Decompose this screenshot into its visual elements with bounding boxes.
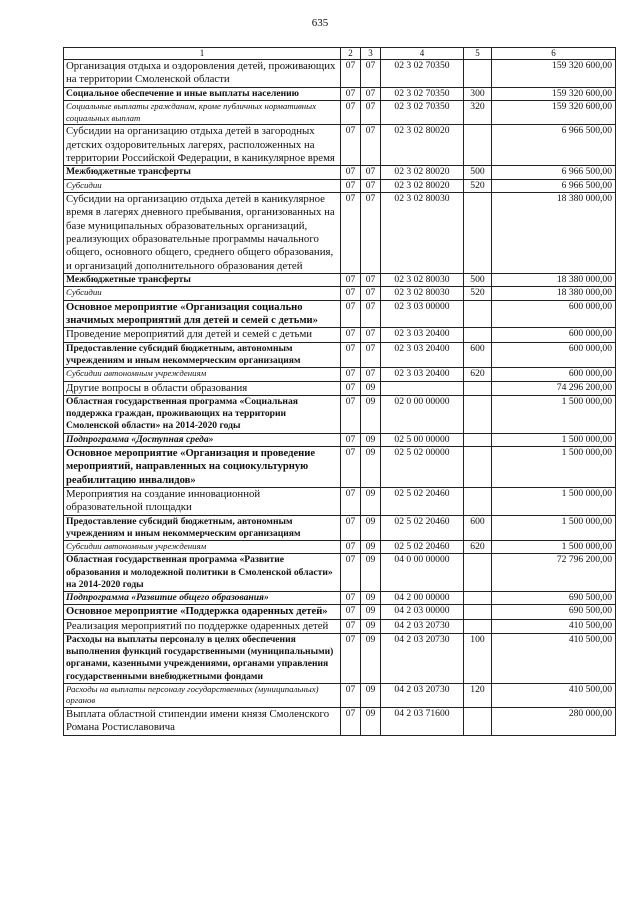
row-target-code: 02 0 00 00000 bbox=[381, 395, 464, 433]
row-name: Проведение мероприятий для детей и семей с детьми bbox=[64, 328, 341, 342]
row-amount: 159 320 600,00 bbox=[492, 87, 616, 100]
page-number: 635 bbox=[311, 17, 329, 29]
row-section: 07 bbox=[341, 125, 361, 166]
row-amount: 600 000,00 bbox=[492, 300, 616, 328]
row-amount: 74 296 200,00 bbox=[492, 381, 616, 395]
row-amount: 18 380 000,00 bbox=[492, 287, 616, 300]
row-section: 07 bbox=[341, 101, 361, 125]
row-amount: 18 380 000,00 bbox=[492, 192, 616, 273]
row-section: 07 bbox=[341, 60, 361, 88]
table-row bbox=[64, 683, 616, 707]
table-row bbox=[64, 342, 616, 367]
row-section: 07 bbox=[341, 87, 361, 100]
row-target-code: 02 3 02 80020 bbox=[381, 166, 464, 179]
row-expense-type: 620 bbox=[464, 368, 492, 381]
row-expense-type: 620 bbox=[464, 541, 492, 554]
column-header: 3 bbox=[361, 48, 381, 60]
row-name: Субсидии на организацию отдыха детей в загородных детских оздоровительных лагерях, расположенных на территории Российской Федерации, в каникулярное время bbox=[64, 125, 341, 166]
row-target-code: 02 5 02 00000 bbox=[381, 446, 464, 487]
table-row bbox=[64, 179, 616, 192]
row-section: 07 bbox=[341, 683, 361, 707]
table-body bbox=[64, 60, 616, 736]
row-subsection: 07 bbox=[361, 342, 381, 367]
row-amount: 600 000,00 bbox=[492, 328, 616, 342]
row-subsection: 09 bbox=[361, 605, 381, 619]
table-row bbox=[64, 515, 616, 540]
column-header: 5 bbox=[464, 48, 492, 60]
row-section: 07 bbox=[341, 274, 361, 287]
table-row bbox=[64, 381, 616, 395]
row-subsection: 07 bbox=[361, 60, 381, 88]
row-target-code: 02 5 02 20460 bbox=[381, 541, 464, 554]
row-subsection: 09 bbox=[361, 446, 381, 487]
row-section: 07 bbox=[341, 395, 361, 433]
row-amount: 410 500,00 bbox=[492, 619, 616, 633]
row-subsection: 09 bbox=[361, 487, 381, 515]
row-name: Основное мероприятие «Поддержка одаренных детей» bbox=[64, 605, 341, 619]
row-name: Субсидии автономным учреждениям bbox=[64, 368, 341, 381]
row-target-code: 02 3 03 00000 bbox=[381, 300, 464, 328]
header-row bbox=[64, 48, 616, 60]
row-expense-type bbox=[464, 554, 492, 592]
row-subsection: 09 bbox=[361, 541, 381, 554]
row-subsection: 07 bbox=[361, 368, 381, 381]
row-name: Расходы на выплаты персоналу государственных (муниципальных) органов bbox=[64, 683, 341, 707]
table-row bbox=[64, 192, 616, 273]
row-amount: 1 500 000,00 bbox=[492, 446, 616, 487]
row-expense-type bbox=[464, 300, 492, 328]
table-row bbox=[64, 707, 616, 735]
table-row bbox=[64, 125, 616, 166]
row-target-code: 04 2 03 20730 bbox=[381, 619, 464, 633]
row-section: 07 bbox=[341, 554, 361, 592]
row-amount: 280 000,00 bbox=[492, 707, 616, 735]
row-expense-type bbox=[464, 605, 492, 619]
row-name: Субсидии на организацию отдыха детей в каникулярное время в лагерях дневного пребывания, организованных на базе муниципальных образовательных организаций, реализующих образовательные программы начального общего, основного общего, среднего общего образования, и организаций дополнительного образования детей bbox=[64, 192, 341, 273]
row-section: 07 bbox=[341, 605, 361, 619]
row-target-code: 04 2 03 71600 bbox=[381, 707, 464, 735]
row-expense-type: 500 bbox=[464, 166, 492, 179]
table-row bbox=[64, 554, 616, 592]
row-target-code: 02 3 02 80020 bbox=[381, 125, 464, 166]
row-amount: 159 320 600,00 bbox=[492, 101, 616, 125]
row-name: Организация отдыха и оздоровления детей, проживающих на территории Смоленской области bbox=[64, 60, 341, 88]
row-subsection: 07 bbox=[361, 87, 381, 100]
row-target-code: 02 3 02 70350 bbox=[381, 87, 464, 100]
row-expense-type bbox=[464, 433, 492, 446]
row-amount: 6 966 500,00 bbox=[492, 166, 616, 179]
table-row bbox=[64, 87, 616, 100]
row-expense-type: 600 bbox=[464, 342, 492, 367]
row-target-code: 02 5 02 20460 bbox=[381, 515, 464, 540]
row-name: Субсидии bbox=[64, 287, 341, 300]
row-amount: 72 796 200,00 bbox=[492, 554, 616, 592]
row-subsection: 09 bbox=[361, 433, 381, 446]
row-name: Реализация мероприятий по поддержке одаренных детей bbox=[64, 619, 341, 633]
row-name: Социальное обеспечение и иные выплаты населению bbox=[64, 87, 341, 100]
row-section: 07 bbox=[341, 328, 361, 342]
row-subsection: 09 bbox=[361, 707, 381, 735]
row-subsection: 09 bbox=[361, 395, 381, 433]
row-subsection: 07 bbox=[361, 192, 381, 273]
row-expense-type: 100 bbox=[464, 633, 492, 683]
row-name: Социальные выплаты гражданам, кроме публичных нормативных социальных выплат bbox=[64, 101, 341, 125]
row-target-code: 02 3 02 80020 bbox=[381, 179, 464, 192]
row-name: Субсидии автономным учреждениям bbox=[64, 541, 341, 554]
row-target-code: 02 3 02 80030 bbox=[381, 287, 464, 300]
row-expense-type: 120 bbox=[464, 683, 492, 707]
row-name: Предоставление субсидий бюджетным, автономным учреждениям и иным некоммерческим организациям bbox=[64, 342, 341, 367]
table-row bbox=[64, 274, 616, 287]
row-target-code: 02 3 02 70350 bbox=[381, 101, 464, 125]
row-section: 07 bbox=[341, 368, 361, 381]
row-subsection: 09 bbox=[361, 591, 381, 604]
row-name: Подпрограмма «Доступная среда» bbox=[64, 433, 341, 446]
row-section: 07 bbox=[341, 591, 361, 604]
table-row bbox=[64, 287, 616, 300]
row-name: Расходы на выплаты персоналу в целях обеспечения выполнения функций государственными (муниципальными) органами, казенными учреждениями, органами управления государственными внебюджетными фондами bbox=[64, 633, 341, 683]
row-section: 07 bbox=[341, 541, 361, 554]
row-section: 07 bbox=[341, 342, 361, 367]
row-name: Межбюджетные трансферты bbox=[64, 274, 341, 287]
row-subsection: 09 bbox=[361, 633, 381, 683]
table-row bbox=[64, 446, 616, 487]
row-expense-type: 300 bbox=[464, 87, 492, 100]
row-amount: 410 500,00 bbox=[492, 633, 616, 683]
row-subsection: 07 bbox=[361, 300, 381, 328]
row-expense-type: 520 bbox=[464, 287, 492, 300]
row-amount: 1 500 000,00 bbox=[492, 541, 616, 554]
row-target-code: 02 5 00 00000 bbox=[381, 433, 464, 446]
column-header: 2 bbox=[341, 48, 361, 60]
table-row bbox=[64, 166, 616, 179]
row-amount: 159 320 600,00 bbox=[492, 60, 616, 88]
row-name: Другие вопросы в области образования bbox=[64, 381, 341, 395]
table-row bbox=[64, 101, 616, 125]
row-subsection: 07 bbox=[361, 328, 381, 342]
row-section: 07 bbox=[341, 192, 361, 273]
row-expense-type bbox=[464, 707, 492, 735]
column-header: 6 bbox=[492, 48, 616, 60]
row-expense-type bbox=[464, 487, 492, 515]
row-target-code: 04 2 03 20730 bbox=[381, 683, 464, 707]
row-section: 07 bbox=[341, 515, 361, 540]
row-section: 07 bbox=[341, 446, 361, 487]
row-expense-type bbox=[464, 381, 492, 395]
row-target-code: 02 3 03 20400 bbox=[381, 328, 464, 342]
table-row bbox=[64, 300, 616, 328]
row-expense-type bbox=[464, 60, 492, 88]
row-section: 07 bbox=[341, 487, 361, 515]
row-target-code: 02 5 02 20460 bbox=[381, 487, 464, 515]
row-expense-type bbox=[464, 192, 492, 273]
row-amount: 6 966 500,00 bbox=[492, 179, 616, 192]
table-row bbox=[64, 591, 616, 604]
table-row bbox=[64, 541, 616, 554]
table-row bbox=[64, 368, 616, 381]
row-amount: 1 500 000,00 bbox=[492, 433, 616, 446]
row-subsection: 09 bbox=[361, 381, 381, 395]
row-amount: 410 500,00 bbox=[492, 683, 616, 707]
row-section: 07 bbox=[341, 179, 361, 192]
row-expense-type: 320 bbox=[464, 101, 492, 125]
row-amount: 690 500,00 bbox=[492, 605, 616, 619]
table-row bbox=[64, 605, 616, 619]
row-name: Выплата областной стипендии имени князя Смоленского Романа Ростиславовича bbox=[64, 707, 341, 735]
row-subsection: 09 bbox=[361, 554, 381, 592]
row-section: 07 bbox=[341, 433, 361, 446]
row-amount: 1 500 000,00 bbox=[492, 515, 616, 540]
row-name: Межбюджетные трансферты bbox=[64, 166, 341, 179]
row-target-code: 02 3 03 20400 bbox=[381, 342, 464, 367]
row-subsection: 07 bbox=[361, 166, 381, 179]
table-row bbox=[64, 60, 616, 88]
budget-table bbox=[63, 47, 616, 736]
table-row bbox=[64, 433, 616, 446]
row-section: 07 bbox=[341, 300, 361, 328]
row-target-code: 02 3 02 70350 bbox=[381, 60, 464, 88]
row-name: Мероприятия на создание инновационной образовательной площадки bbox=[64, 487, 341, 515]
row-expense-type bbox=[464, 446, 492, 487]
row-expense-type: 600 bbox=[464, 515, 492, 540]
row-expense-type bbox=[464, 328, 492, 342]
row-subsection: 09 bbox=[361, 619, 381, 633]
row-name: Основное мероприятие «Организация социально значимых мероприятий для детей и семей с детьми» bbox=[64, 300, 341, 328]
table-row bbox=[64, 633, 616, 683]
row-name: Областная государственная программа «Социальная поддержка граждан, проживающих на территории Смоленской области» на 2014-2020 годы bbox=[64, 395, 341, 433]
row-subsection: 07 bbox=[361, 125, 381, 166]
row-amount: 600 000,00 bbox=[492, 368, 616, 381]
row-target-code: 02 3 03 20400 bbox=[381, 368, 464, 381]
table-row bbox=[64, 619, 616, 633]
row-section: 07 bbox=[341, 381, 361, 395]
row-section: 07 bbox=[341, 633, 361, 683]
column-header: 4 bbox=[381, 48, 464, 60]
row-name: Предоставление субсидий бюджетным, автономным учреждениям и иным некоммерческим организациям bbox=[64, 515, 341, 540]
row-name: Подпрограмма «Развитие общего образования» bbox=[64, 591, 341, 604]
row-amount: 690 500,00 bbox=[492, 591, 616, 604]
row-amount: 1 500 000,00 bbox=[492, 395, 616, 433]
row-section: 07 bbox=[341, 707, 361, 735]
row-section: 07 bbox=[341, 287, 361, 300]
row-name: Субсидии bbox=[64, 179, 341, 192]
table-row bbox=[64, 395, 616, 433]
row-target-code: 04 2 03 00000 bbox=[381, 605, 464, 619]
row-target-code: 04 0 00 00000 bbox=[381, 554, 464, 592]
row-subsection: 07 bbox=[361, 179, 381, 192]
row-amount: 6 966 500,00 bbox=[492, 125, 616, 166]
row-expense-type bbox=[464, 395, 492, 433]
row-section: 07 bbox=[341, 619, 361, 633]
row-expense-type: 520 bbox=[464, 179, 492, 192]
row-subsection: 09 bbox=[361, 515, 381, 540]
row-target-code: 04 2 03 20730 bbox=[381, 633, 464, 683]
row-name: Областная государственная программа «Развитие образования и молодежной политики в Смоленской области» на 2014-2020 годы bbox=[64, 554, 341, 592]
row-subsection: 07 bbox=[361, 274, 381, 287]
row-target-code: 02 3 02 80030 bbox=[381, 274, 464, 287]
row-section: 07 bbox=[341, 166, 361, 179]
row-expense-type bbox=[464, 591, 492, 604]
row-target-code: 04 2 00 00000 bbox=[381, 591, 464, 604]
row-target-code bbox=[381, 381, 464, 395]
row-subsection: 07 bbox=[361, 287, 381, 300]
table-row bbox=[64, 487, 616, 515]
row-expense-type bbox=[464, 619, 492, 633]
row-subsection: 07 bbox=[361, 101, 381, 125]
row-expense-type bbox=[464, 125, 492, 166]
row-subsection: 09 bbox=[361, 683, 381, 707]
row-target-code: 02 3 02 80030 bbox=[381, 192, 464, 273]
row-amount: 18 380 000,00 bbox=[492, 274, 616, 287]
row-amount: 600 000,00 bbox=[492, 342, 616, 367]
column-header: 1 bbox=[64, 48, 341, 60]
table-row bbox=[64, 328, 616, 342]
row-name: Основное мероприятие «Организация и проведение мероприятий, направленных на социокультурную реабилитацию инвалидов» bbox=[64, 446, 341, 487]
row-expense-type: 500 bbox=[464, 274, 492, 287]
row-amount: 1 500 000,00 bbox=[492, 487, 616, 515]
